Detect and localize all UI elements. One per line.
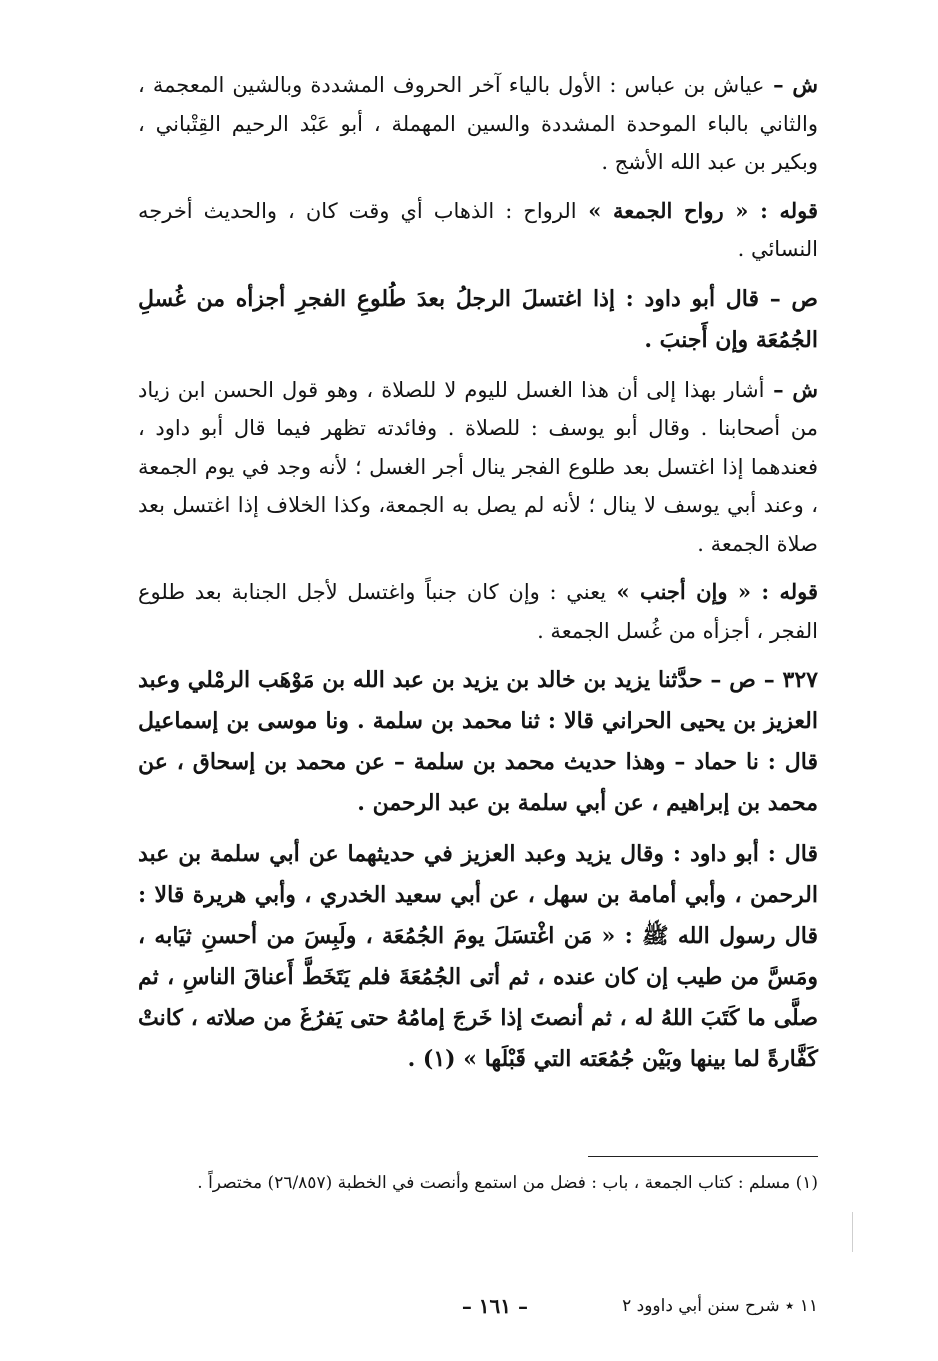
paragraph-4-lead: ش – xyxy=(764,376,818,402)
paragraph-1 xyxy=(138,66,818,182)
page-footer xyxy=(138,1296,818,1326)
footnote: (١) مسلم : كتاب الجمعة ، باب : فضل من استمع وأنصت في الخطبة (٢٦/٨٥٧) مختصراً . xyxy=(197,1173,818,1193)
paragraph-1-text: عياش بن عباس : الأول بالياء آخر الحروف المشددة وبالشين المعجمة ، والثاني بالباء الموحدة المشددة والسين المهملة ، أبو عَبْد الرحيم القِتْباني ، وبكير بن عبد الله الأشج . xyxy=(138,73,818,174)
paragraph-7 xyxy=(138,834,818,1080)
paragraph-6-text: ٣٢٧ – ص – حدَّثنا يزيد بن خالد بن يزيد بن عبد الله بن مَوْهَب الرمْلي وعبد العزيز بن يحيى الحراني قالا : ثنا محمد بن سلمة . ونا موسى بن إسماعيل قال : نا حماد – وهذا حديث محمد بن سلمة – عن محمد بن إسحاق ، عن محمد بن إبراهيم ، عن أبي سلمة بن عبد الرحمن . xyxy=(138,667,818,816)
book-signature: ١١ ٭ شرح سنن أبي داوود ٢ xyxy=(622,1296,818,1316)
paragraph-2 xyxy=(138,192,818,269)
paragraph-6 xyxy=(138,660,818,824)
footnote-divider xyxy=(588,1156,818,1157)
paragraph-5-text: يعني : وإن كان جنباً واغتسل لأجل الجنابة بعد طلوع الفجر ، أجزأه من غُسل الجمعة . xyxy=(138,580,818,643)
paragraph-2-text: الرواح : الذهاب أي وقت كان ، والحديث أخرجه النسائي . xyxy=(138,198,818,261)
paragraph-1-lead: ش – xyxy=(764,72,818,97)
paragraph-4-text: أشار بهذا إلى أن هذا الغسل لليوم لا للصلاة ، وهو قول الحسن ابن زياد من أصحابنا . وقال أبو يوسف : للصلاة . وفائدته تظهر فيما قال أبو داود ، فعندهما إذا اغتسل بعد طلوع الفجر ينال أجر الغسل ؛ لأنه وجد في يوم الجمعة ، وعند أبي يوسف لا ينال ؛ لأنه لم يصل به الجمعة، وكذا الخلاف إذا اغتسل بعد صلاة الجمعة . xyxy=(138,377,818,556)
page-number: – ١٦١ – xyxy=(461,1294,528,1318)
paragraph-4 xyxy=(138,371,818,564)
paragraph-5 xyxy=(138,573,818,650)
main-text xyxy=(138,66,818,1090)
paragraph-3 xyxy=(138,279,818,361)
paragraph-3-text: ص – قال أبو داود : إذا اغتسلَ الرجلُ بعدَ طُلوعِ الفجرِ أجزأه من غُسلِ الجُمُعَة وإن أَجنبَ . xyxy=(138,285,818,353)
margin-mark xyxy=(852,1212,863,1252)
paragraph-7-text: قال : أبو داود : وقال يزيد وعبد العزيز في حديثهما عن أبي سلمة بن عبد الرحمن ، وأبي أمامة بن سهل ، عن أبي سعيد الخدري ، وأبي هريرة قالا : قال رسول الله ﷺ : « مَن اغْتسَلَ يومَ الجُمُعَة ، ولَبِسَ من أحسنِ ثيَابه ، ومَسَّ من طيب إن كان عنده ، ثم أتى الجُمُعَةَ فلم يَتَخَطَّ أَعناقَ الناسِ ، ثم صلَّى ما كَتَبَ اللهُ له ، ثم أنصتَ إذا خَرجَ إمامُهُ حتى يَفرُغَ من صلاته ، كانتْ كَفَّارةً لما بينها وبَيْن جُمُعَته التي قَبْلَها » (١) . xyxy=(138,841,818,1072)
paragraph-2-lead: قوله : « رواح الجمعة » xyxy=(576,197,819,223)
paragraph-5-lead: قوله : « وإن أجنب » xyxy=(606,579,818,604)
